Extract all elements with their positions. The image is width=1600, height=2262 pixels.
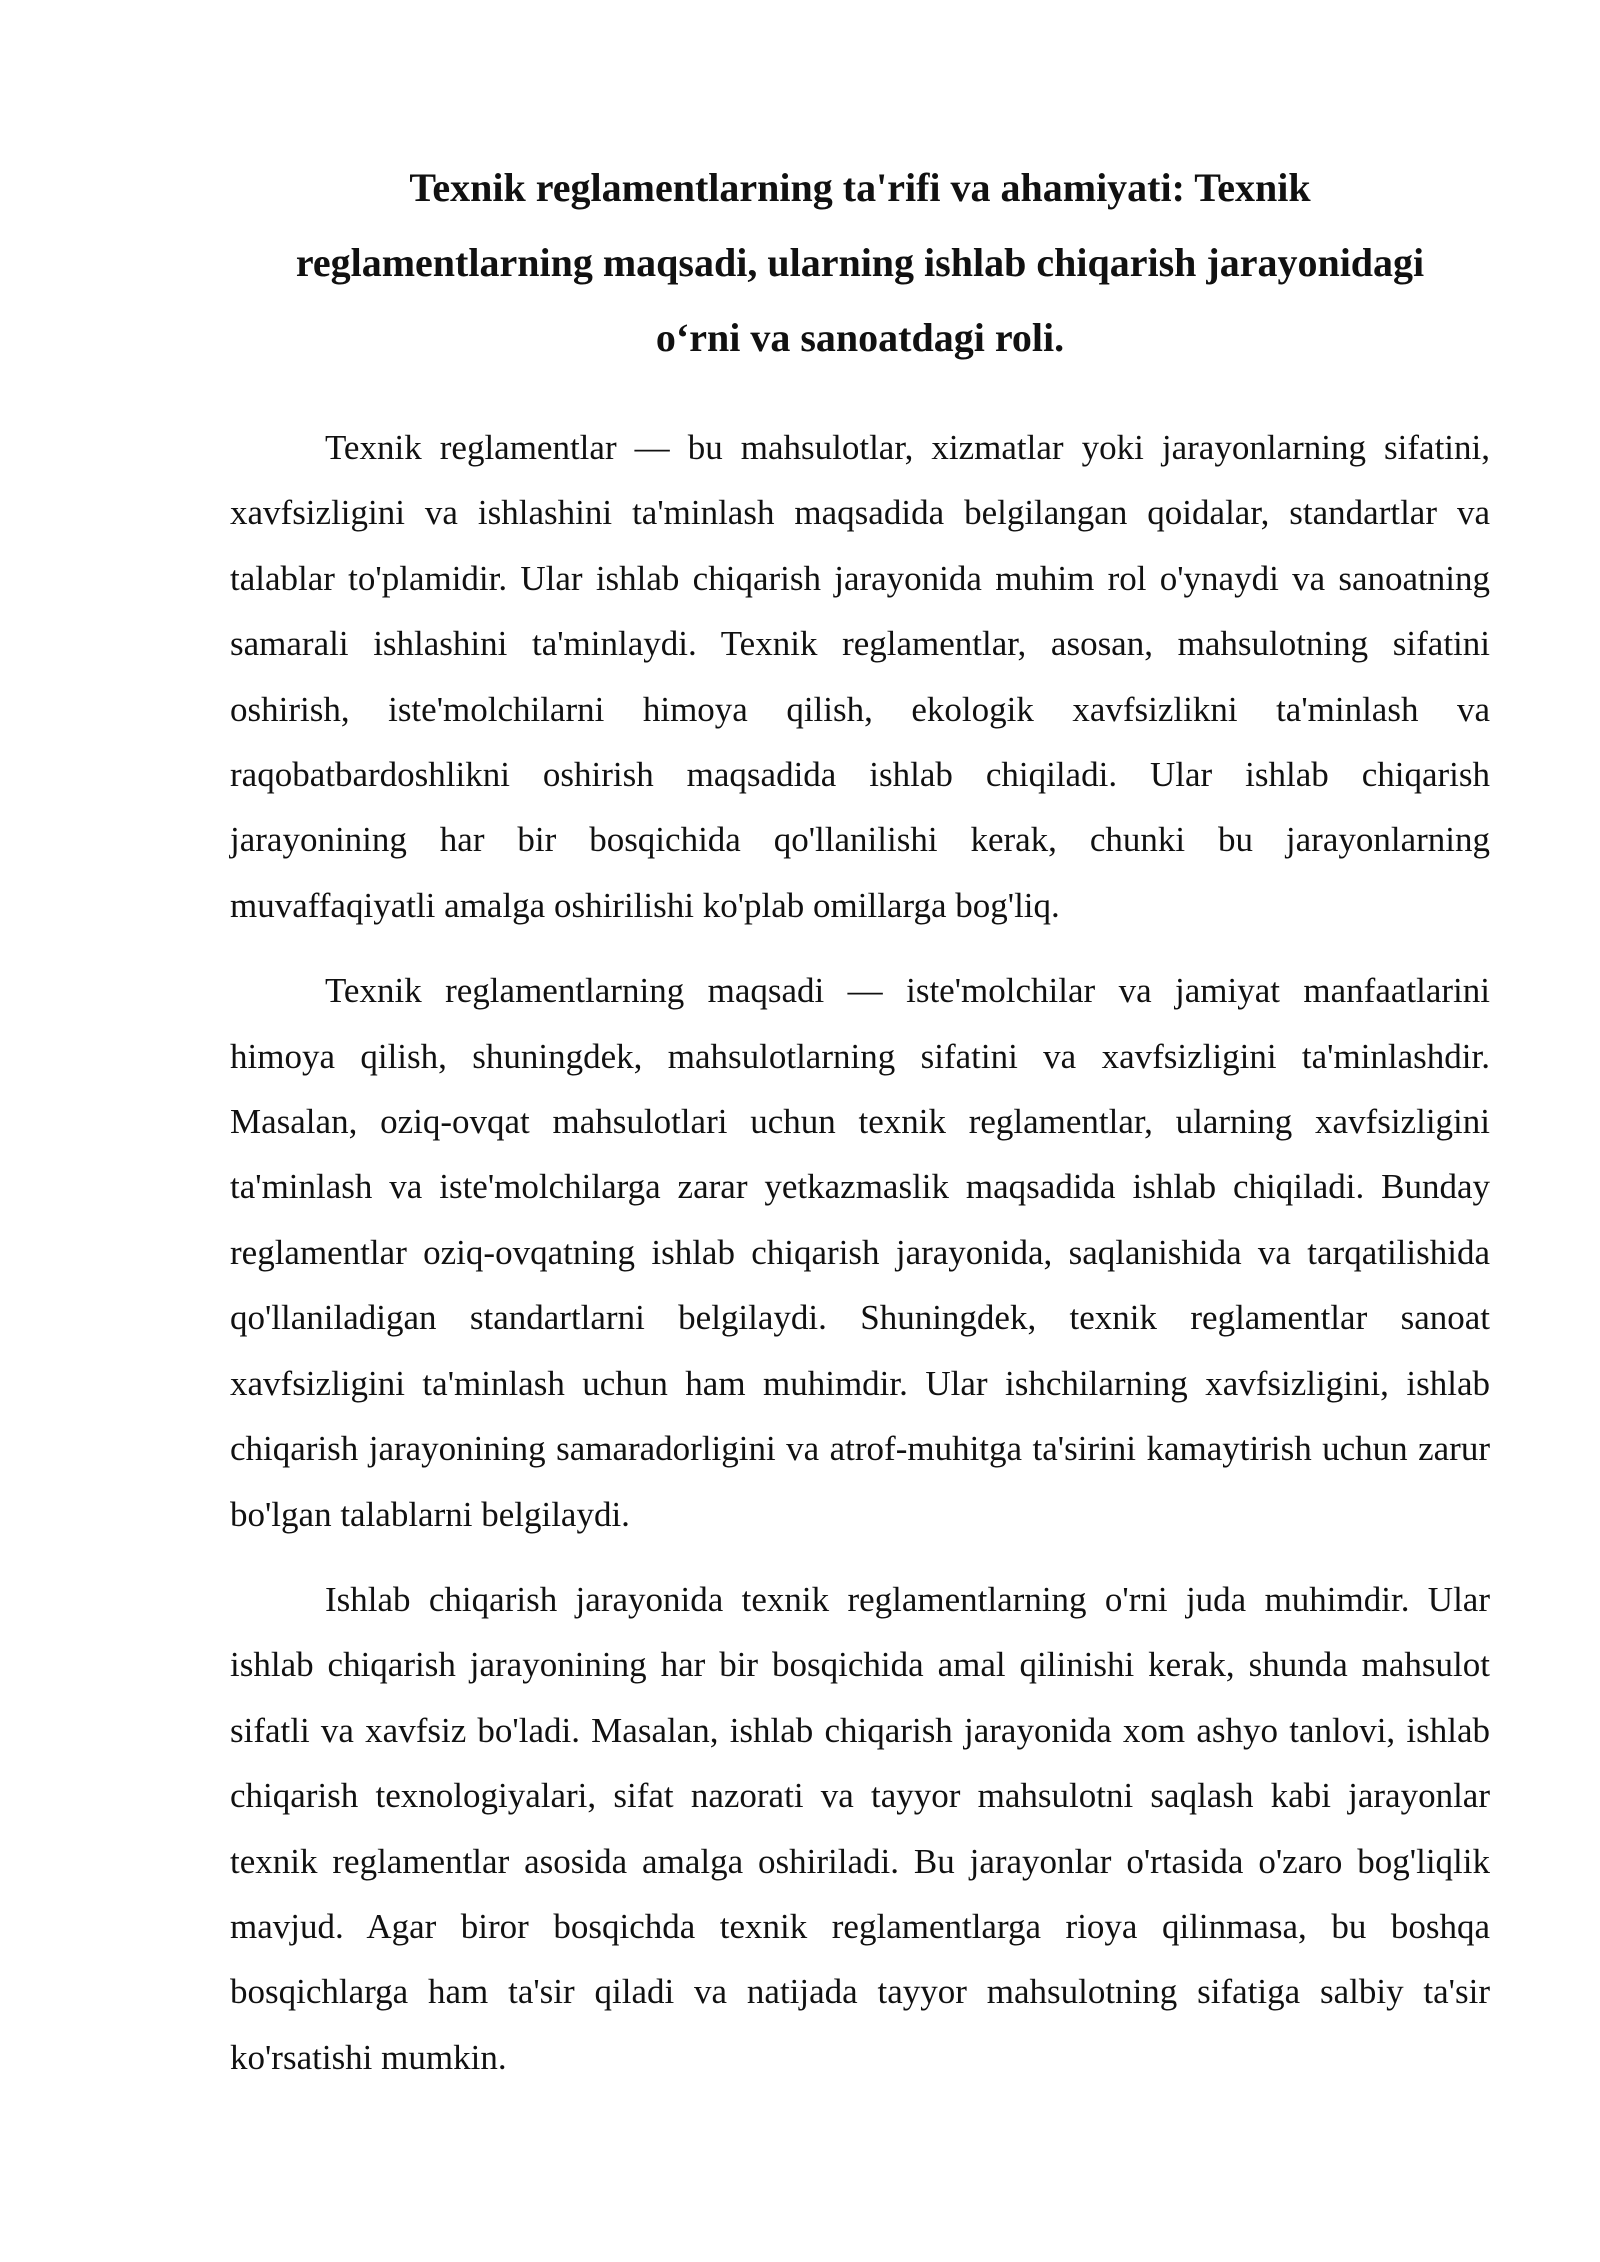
body-paragraph-2: Texnik reglamentlarning maqsadi — iste'molchilar va jamiyat manfaatlarini himoya qilish, shuningdek, mahsulotlarning sifatini va xavfsizligini ta'minlashdir. Masalan, oziq-ovqat mahsulotlari uchun texnik reglamentlar, ularning xavfsizligini ta'minlash va iste'molchilarga zarar yetkazmaslik maqsadida ishlab chiqiladi. Bunday reglamentlar oziq-ovqatning ishlab chiqarish jarayonida, saqlanishida va tarqatilishida qo'llaniladigan standartlarni belgilaydi. Shuningdek, texnik reglamentlar sanoat xavfsizligini ta'minlash uchun ham muhimdir. Ular ishchilarning xavfsizligini, ishlab chiqarish jarayonining samaradorligini va atrof-muhitga ta'sirini kamaytirish uchun zarur bo'lgan talablarni belgilaydi. xyxy=(230,971,1490,1534)
document-title: Texnik reglamentlarning ta'rifi va ahamiyati: Texnik reglamentlarning maqsadi, ularning ishlab chiqarish jarayonidagi o‘rni va sanoatdagi roli. xyxy=(295,165,1425,360)
document-page xyxy=(230,150,1490,2110)
body-paragraph-1: Texnik reglamentlar — bu mahsulotlar, xizmatlar yoki jarayonlarning sifatini, xavfsizligini va ishlashini ta'minlash maqsadida belgilangan qoidalar, standartlar va talablar to'plamidir. Ular ishlab chiqarish jarayonida muhim rol o'ynaydi va sanoatning samarali ishlashini ta'minlaydi. Texnik reglamentlar, asosan, mahsulotning sifatini oshirish, iste'molchilarni himoya qilish, ekologik xavfsizlikni ta'minlash va raqobatbardoshlikni oshirish maqsadida ishlab chiqiladi. Ular ishlab chiqarish jarayonining har bir bosqichida qo'llanilishi kerak, chunki bu jarayonlarning muvaffaqiyatli amalga oshirilishi ko'plab omillarga bog'liq. xyxy=(230,428,1490,925)
body-paragraph-3: Ishlab chiqarish jarayonida texnik reglamentlarning o'rni juda muhimdir. Ular ishlab chiqarish jarayonining har bir bosqichida amal qilinishi kerak, shunda mahsulot sifatli va xavfsiz bo'ladi. Masalan, ishlab chiqarish jarayonida xom ashyo tanlovi, ishlab chiqarish texnologiyalari, sifat nazorati va tayyor mahsulotni saqlash kabi jarayonlar texnik reglamentlar asosida amalga oshiriladi. Bu jarayonlar o'rtasida o'zaro bog'liqlik mavjud. Agar biror bosqichda texnik reglamentlarga rioya qilinmasa, bu boshqa bosqichlarga ham ta'sir qiladi va natijada tayyor mahsulotning sifatiga salbiy ta'sir ko'rsatishi mumkin. xyxy=(230,1579,1490,2077)
